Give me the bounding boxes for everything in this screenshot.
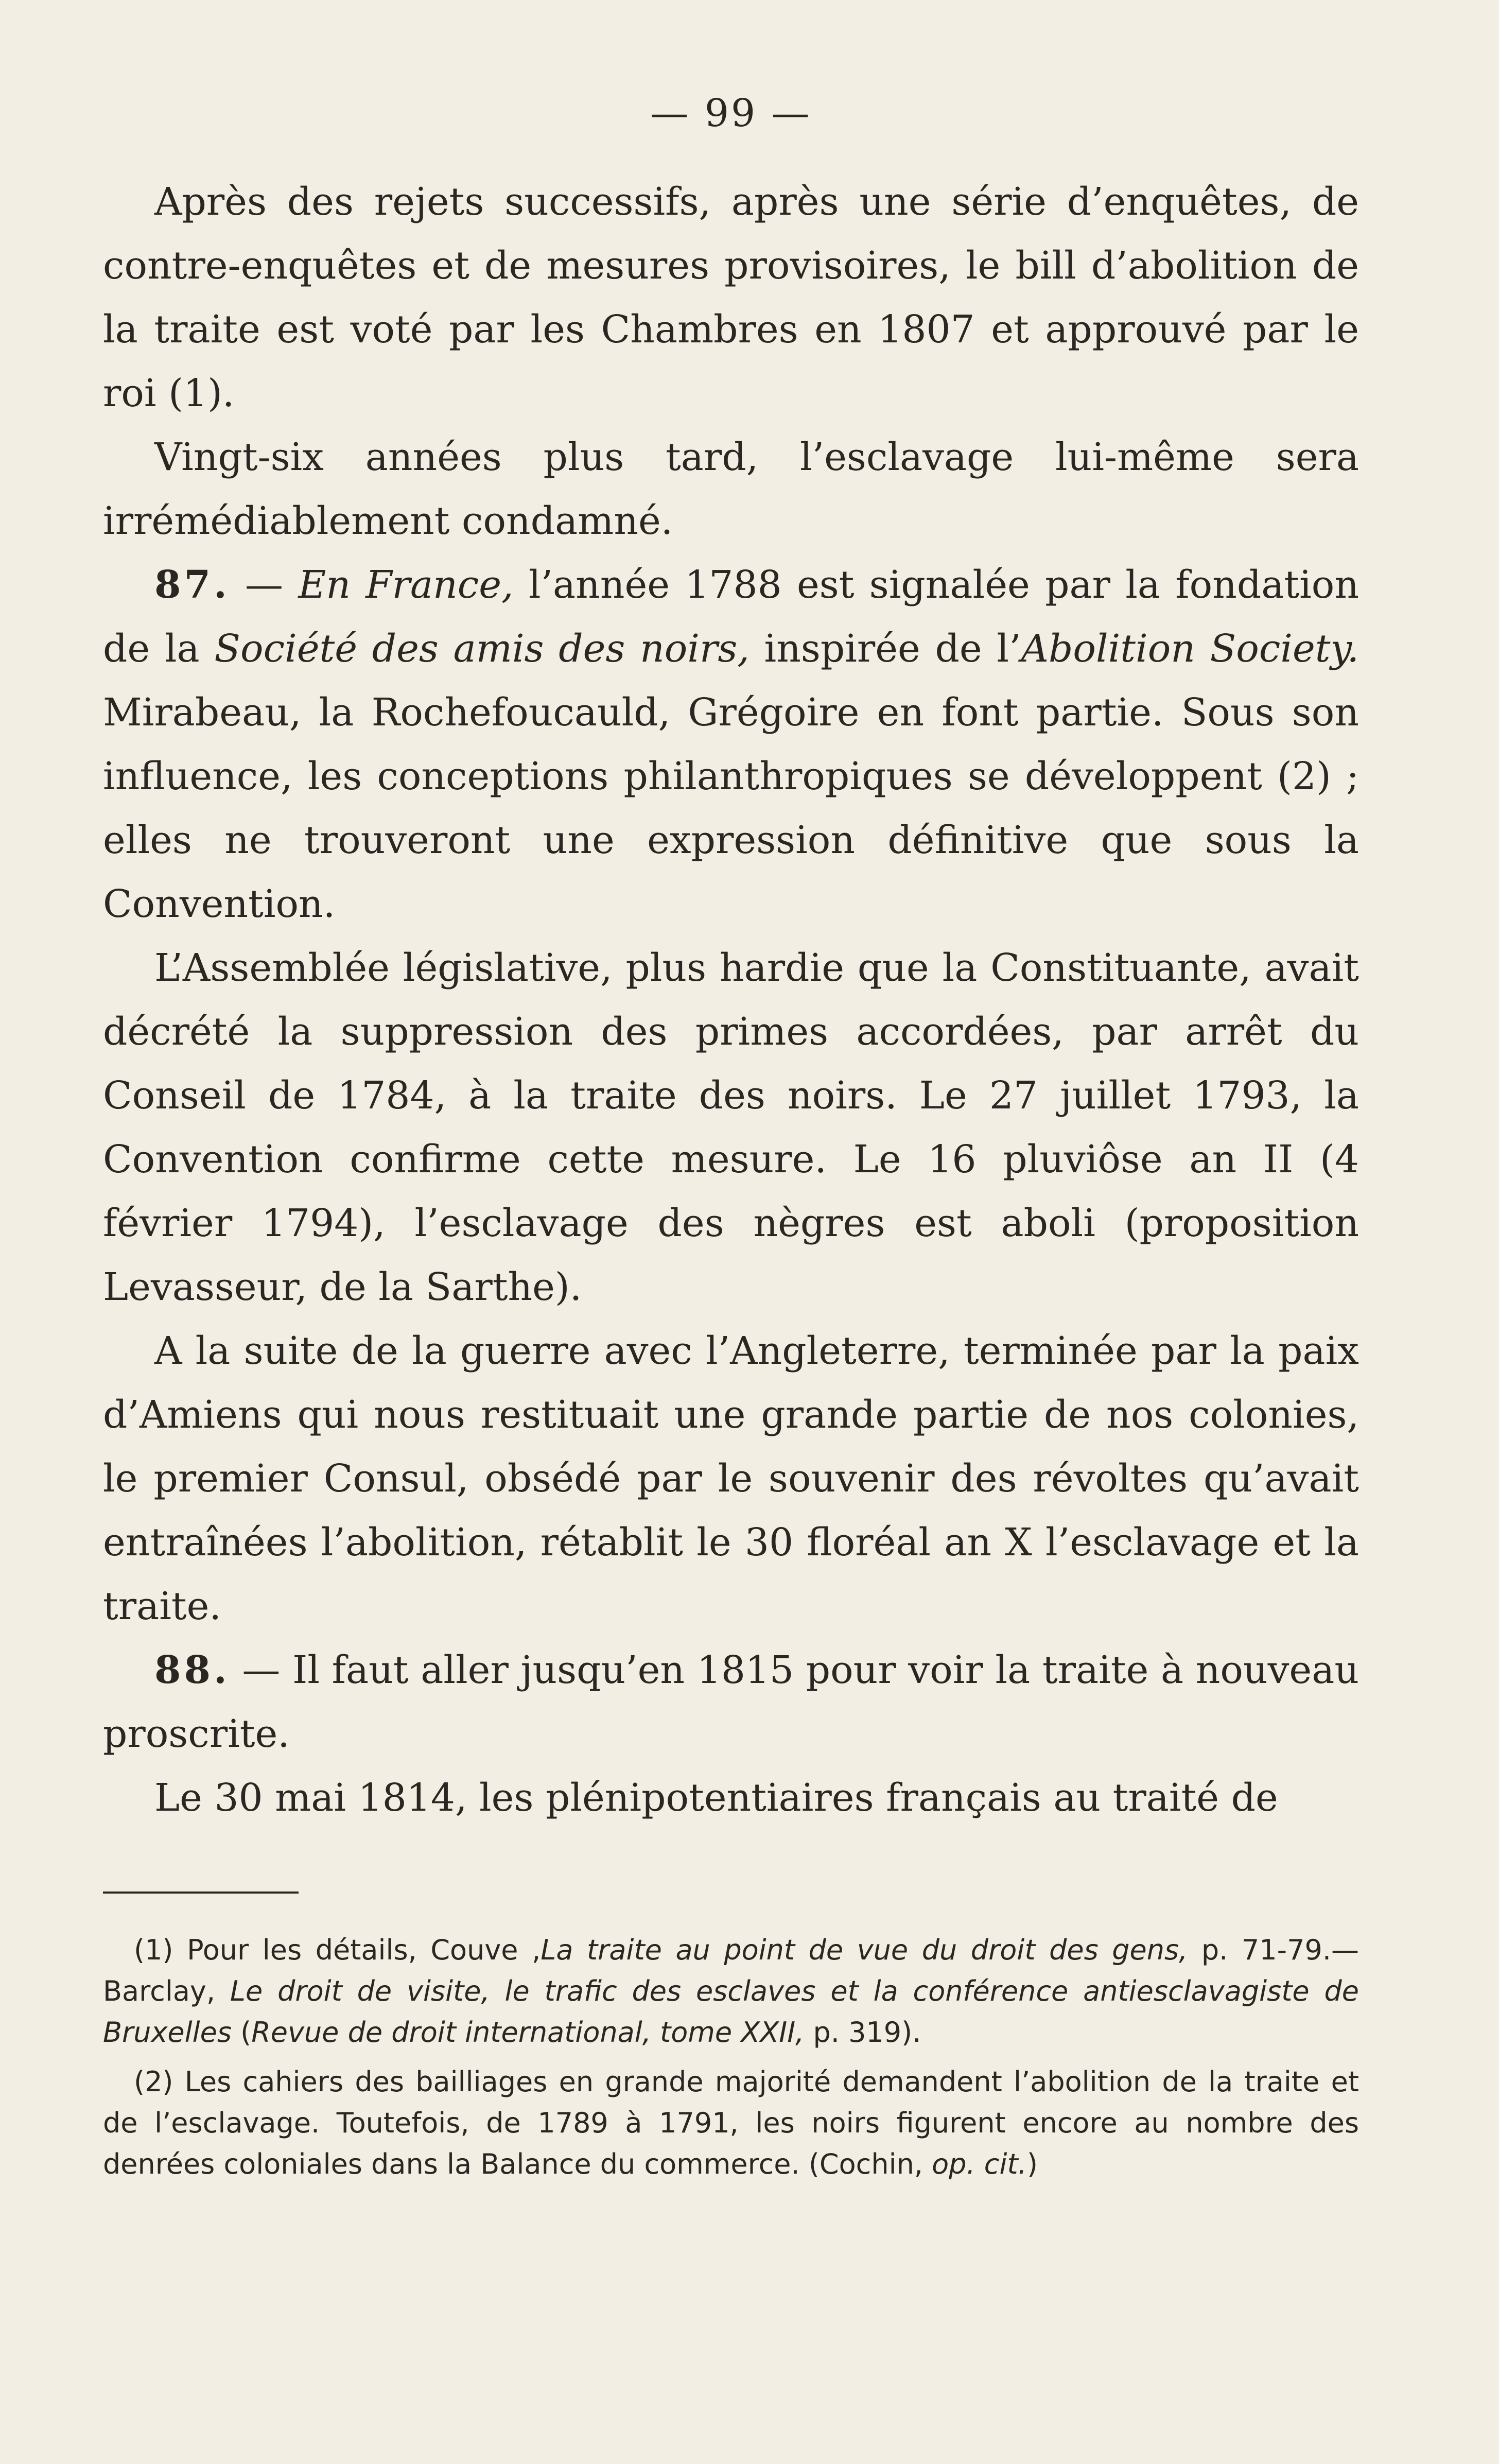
- em-dash: —: [245, 563, 284, 607]
- footnote-separator: [103, 1892, 299, 1894]
- italic-societe-amis-noirs: Société des amis des noirs,: [214, 627, 749, 671]
- text-run: (: [232, 2016, 252, 2049]
- italic-run: op. cit.: [932, 2148, 1027, 2180]
- paragraph-6: [103, 1638, 1359, 1766]
- italic-run: Le droit de visite, le trafic des esclaves et la conférence antiesclavagiste de Bruxelles: [103, 1975, 1359, 2049]
- paragraph-1: Après des rejets successifs, après une série d’enquêtes, de contre-enquêtes et de mesures provisoires, le bill d’abolition de la traite est voté par les Chambres en 1807 et approuvé par le roi (1).: [103, 180, 1359, 415]
- text-run: (1) Pour les détails, Couve ,: [134, 1934, 541, 1966]
- italic-en-france: En France,: [298, 563, 514, 607]
- footnotes: [103, 1930, 1359, 2185]
- paragraph-7: Le 30 mai 1814, les plénipotentiaires français au traité de: [154, 1776, 1278, 1820]
- em-dash: —: [242, 1648, 281, 1692]
- italic-run: Revue de droit international, tome XXII,: [251, 2016, 805, 2049]
- text-run: inspirée de l’: [749, 627, 1021, 671]
- text-run: (2) Les cahiers des bailliages en grande majorité demandent l’abolition de la traite et de l’esclavage. Toutefois, de 1789 à 1791, les noirs figurent encore au nombre des denrées coloniales dans la Balance du commerce. (Cochin,: [103, 2066, 1359, 2180]
- text-run: Il faut aller jusqu’en 1815 pour voir la traite à nouveau proscrite.: [103, 1648, 1359, 1756]
- text-run: p. 319).: [804, 2016, 921, 2049]
- paragraph-2: Vingt-six années plus tard, l’esclavage lui-même sera irrémédiablement condamné.: [103, 435, 1359, 543]
- text-run: ): [1026, 2148, 1038, 2180]
- italic-abolition-society: Abolition Society.: [1021, 627, 1359, 671]
- page-number: — 99 —: [650, 91, 812, 135]
- paragraph-4: L’Assemblée législative, plus hardie que la Constituante, avait décrété la suppression des primes accordées, par arrêt du Conseil de 1784, à la traite des noirs. Le 27 juillet 1793, la Convention confirme cette mesure. Le 16 pluviôse an II (4 février 1794), l’esclavage des nègres est aboli (proposition Levasseur, de la Sarthe).: [103, 946, 1359, 1309]
- text-run: l’année 1788 est signalée par la fondation de la: [103, 563, 1359, 671]
- document-page: [103, 88, 1359, 2384]
- text-run: p. 71-79.— Barclay,: [103, 1934, 1359, 2007]
- text-run: Mirabeau, la Rochefoucauld, Grégoire en font partie. Sous son influence, les conceptions philanthropiques se développent (2) ; elles ne trouveront une expression définitive que sous la Convention.: [103, 690, 1359, 926]
- paragraph-5: A la suite de la guerre avec l’Angleterre, terminée par la paix d’Amiens qui nous restituait une grande partie de nos colonies, le premier Consul, obsédé par le souvenir des révoltes qu’avait entraînées l’abolition, rétablit le 30 floréal an X l’esclavage et la traite.: [103, 1329, 1359, 1628]
- section-number-88: 88.: [154, 1648, 230, 1692]
- paragraph-3: [103, 553, 1359, 936]
- section-number-87: 87.: [154, 563, 230, 607]
- footnote-1: [103, 1930, 1359, 2053]
- footnote-2: [103, 2061, 1359, 2185]
- italic-run: La traite au point de vue du droit des gens,: [541, 1934, 1188, 1966]
- body-text: [103, 170, 1359, 1830]
